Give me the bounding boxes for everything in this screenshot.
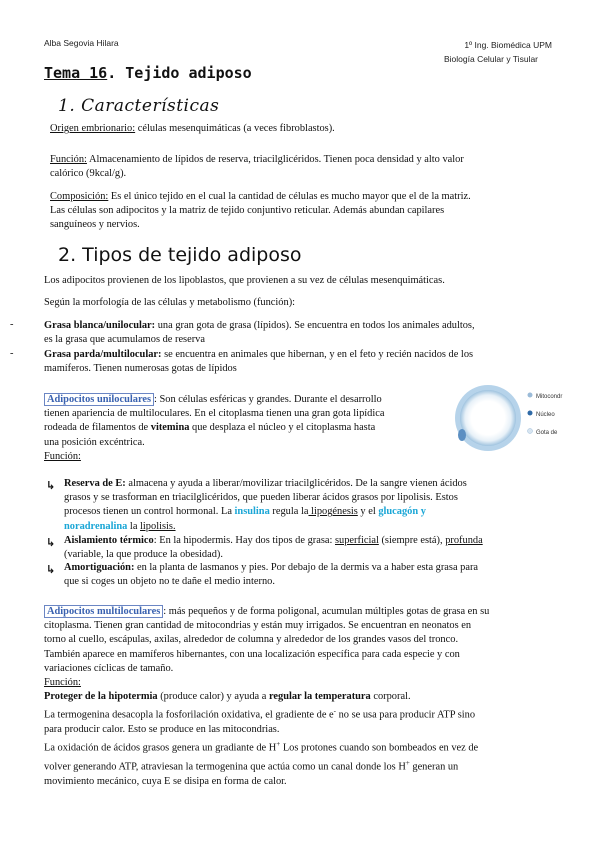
multiloculares-text-2: citoplasma. Tienen gran cantidad de mitocondrias y están muy irrigados. Se encuentran en neonatos en — [44, 620, 472, 632]
composicion-label: Composición: — [50, 191, 109, 202]
header-course-block — [444, 38, 552, 66]
grasa-blanca-item — [44, 319, 475, 347]
section-1-heading: 1. Características — [58, 96, 220, 116]
profunda-term: profunda — [445, 535, 483, 546]
proteger-text-1: (produce calor) y ayuda a — [157, 691, 269, 703]
reserva-text-3c: y el — [357, 506, 379, 518]
aislamiento-item — [64, 534, 483, 562]
origen-text: células mesenquimáticas (a veces fibroblastos). — [135, 123, 335, 134]
grasa-blanca-text-1: una gran gota de grasa (lípidos). Se encuentra en todos los animales adultos, — [155, 320, 475, 331]
noradrenalina-term: noradrenalina — [64, 520, 128, 532]
termogenina-text-1a: La termogenina desacopla la fosforilación oxidativa, el gradiente de e — [44, 709, 334, 721]
termogenina-text-1b: no se usa para producir ATP sino — [336, 709, 476, 721]
grasa-parda-text-1: se encuentra en animales que hibernan, y en el feto y recién nacidos de los — [161, 349, 474, 360]
legend-mitocondria: Mitocondr — [536, 394, 563, 400]
grasa-blanca-label: Grasa blanca/unilocular: — [44, 320, 156, 331]
multiloculares-label: Adipocitos multiloculares — [44, 605, 163, 618]
uniloculares-text-3a: rodeada de filamentos de — [44, 422, 151, 434]
vitemina-term: vitemina — [150, 422, 190, 434]
legend-nucleo: Núcleo — [536, 412, 555, 418]
aislamiento-text-2: (variable, la que produce la obesidad). — [64, 549, 223, 561]
aislamiento-text-1b: (siempre está), — [378, 535, 446, 546]
proteger-text-2: corporal. — [370, 691, 411, 703]
curved-arrow-icon: ↳ — [46, 536, 56, 549]
composicion-text-2: Las células son adipocitos y la matriz de tejido conjuntivo reticular. Además abundan capilares — [50, 205, 445, 217]
proton-sup: + — [276, 740, 281, 749]
funcion-paragraph — [50, 153, 464, 181]
proton-sup-2: + — [405, 758, 410, 767]
amortiguacion-text-2: que si coges un objeto no te dañe el medio interno. — [64, 576, 275, 588]
termogenina-text-2: para producir calor. Esto se produce en las mitocondrias. — [44, 724, 280, 736]
oxidacion-text-2a: volver generando ATP, atraviesan la termogenina que actúa como un canal donde los H — [44, 761, 406, 773]
funcion-subheading-2: Función: — [44, 677, 81, 689]
multiloculares-paragraph — [44, 605, 489, 789]
composicion-text-3: sanguíneos y nervios. — [50, 219, 140, 231]
page-title — [44, 64, 252, 82]
amortiguacion-item — [64, 561, 478, 589]
glucagon-term: glucagón y — [378, 506, 426, 518]
insulina-term: insulina — [234, 506, 270, 518]
title-number: Tema 16 — [44, 64, 108, 82]
adipocyte-diagram — [448, 383, 578, 453]
multiloculares-text-3: torno al cuello, escápulas, axilas, alrededor de columna y alrededor de los grandes vasos del tronco. — [44, 634, 459, 646]
grasa-parda-item — [44, 348, 473, 376]
uniloculares-label: Adipocitos uniloculares — [44, 393, 154, 406]
reserva-text-3b: regula la — [269, 506, 309, 518]
title-text: . Tejido adiposo — [107, 64, 252, 82]
section-2-heading: 2. Tipos de tejido adiposo — [58, 244, 302, 266]
funcion-label: Función: — [50, 154, 87, 165]
reserva-text-2: grasos y se trasforman en triacilglicéridos, que pueden liberar ácidos grasos por lipolisis. Estos — [64, 492, 458, 504]
aislamiento-label: Aislamiento térmico — [64, 535, 154, 546]
composicion-text-1: Es el único tejido en el cual la cantidad de células es mucho mayor que el de la matriz. — [108, 191, 471, 202]
uniloculares-text-2: tienen apariencia de multiloculares. En el citoplasma tienen una gran gota lipídica — [44, 408, 385, 420]
origen-label: Origen embrionario: — [50, 123, 136, 134]
reserva-text-3a: procesos tienen un control hormonal. La — [64, 506, 235, 518]
grasa-parda-text-2: mamíferos. Tienen numerosas gotas de lípidos — [44, 363, 237, 375]
curved-arrow-icon: ↳ — [46, 563, 56, 576]
oxidacion-text-1b: Los protones cuando son bombeados en vez de — [280, 742, 479, 754]
funcion-text-2: calórico (9kcal/g). — [50, 168, 127, 180]
reserva-text-4a: la — [127, 520, 141, 532]
multiloculares-text-4: También aparece en mamíferos hibernantes, con una localización específica para cada especie y con — [44, 648, 460, 660]
superficial-term: superficial — [334, 535, 379, 546]
curved-arrow-icon: ↳ — [46, 479, 56, 492]
legend-gota: Gota de — [536, 430, 558, 436]
oxidacion-text-2b: generan un — [409, 761, 459, 773]
reserva-item — [64, 477, 467, 534]
funcion-text-1: Almacenamiento de lípidos de reserva, triacilglicéridos. Tienen poca densidad y alto valor — [86, 154, 464, 165]
bullet-dash: - — [10, 319, 14, 330]
multiloculares-text-1: : más pequeños y de forma poligonal, acumulan múltiples gotas de grasa en su — [163, 606, 490, 617]
reserva-text-1: almacena y ayuda a liberar/movilizar triacilglicéridos. De la sangre vienen ácidos — [125, 478, 467, 489]
electron-sup: - — [333, 707, 337, 716]
header-course: 1º Ing. Biomédica UPM — [464, 40, 552, 50]
amortiguacion-text-1: en la planta de lasmanos y pies. Por debajo de la dermis va a haber esta grasa para — [134, 562, 479, 573]
bullet-dash: - — [10, 348, 14, 359]
funcion-subheading: Función: — [44, 450, 81, 462]
lipolisis-term: lipolisis. — [140, 520, 176, 532]
header-subject: Biología Celular y Tisular — [443, 54, 538, 64]
header-author: Alba Segovia Hilara — [44, 38, 119, 48]
oxidacion-text-3: movimiento mecánico, cuya E se disipa en forma de calor. — [44, 775, 287, 787]
uniloculares-paragraph — [44, 393, 384, 464]
grasa-blanca-text-2: es la grasa que acumulamos de reserva — [44, 334, 205, 346]
grasa-parda-label: Grasa parda/multilocular: — [44, 349, 162, 360]
lipogenesis-term: lipogénesis — [308, 506, 358, 518]
uniloculares-text-1: : Son células esféricas y grandes. Durante el desarrollo — [154, 394, 382, 405]
amortiguacion-label: Amortiguación: — [64, 562, 135, 573]
multiloculares-text-5: variaciones cíclicas de tamaño. — [44, 662, 174, 674]
regular-term: regular la temperatura — [268, 691, 371, 703]
intro-line-1: Los adipocitos provienen de los lipoblastos, que provienen a su vez de células mesenquimáticas. — [44, 275, 445, 286]
reserva-label: Reserva de E: — [64, 478, 126, 489]
proteger-term: Proteger de la hipotermia — [44, 691, 158, 703]
uniloculares-text-4: una posición excéntrica. — [44, 436, 145, 448]
uniloculares-text-3c: que desplaza el núcleo y el citoplasma hasta — [189, 422, 376, 434]
aislamiento-text-1a: : En la hipodermis. Hay dos tipos de grasa: — [153, 535, 335, 546]
intro-line-2: Según la morfología de las células y metabolismo (función): — [44, 297, 296, 308]
oxidacion-text-1a: La oxidación de ácidos grasos genera un gradiante de H — [44, 742, 277, 754]
composicion-paragraph — [50, 190, 471, 233]
origen-line — [50, 122, 335, 136]
